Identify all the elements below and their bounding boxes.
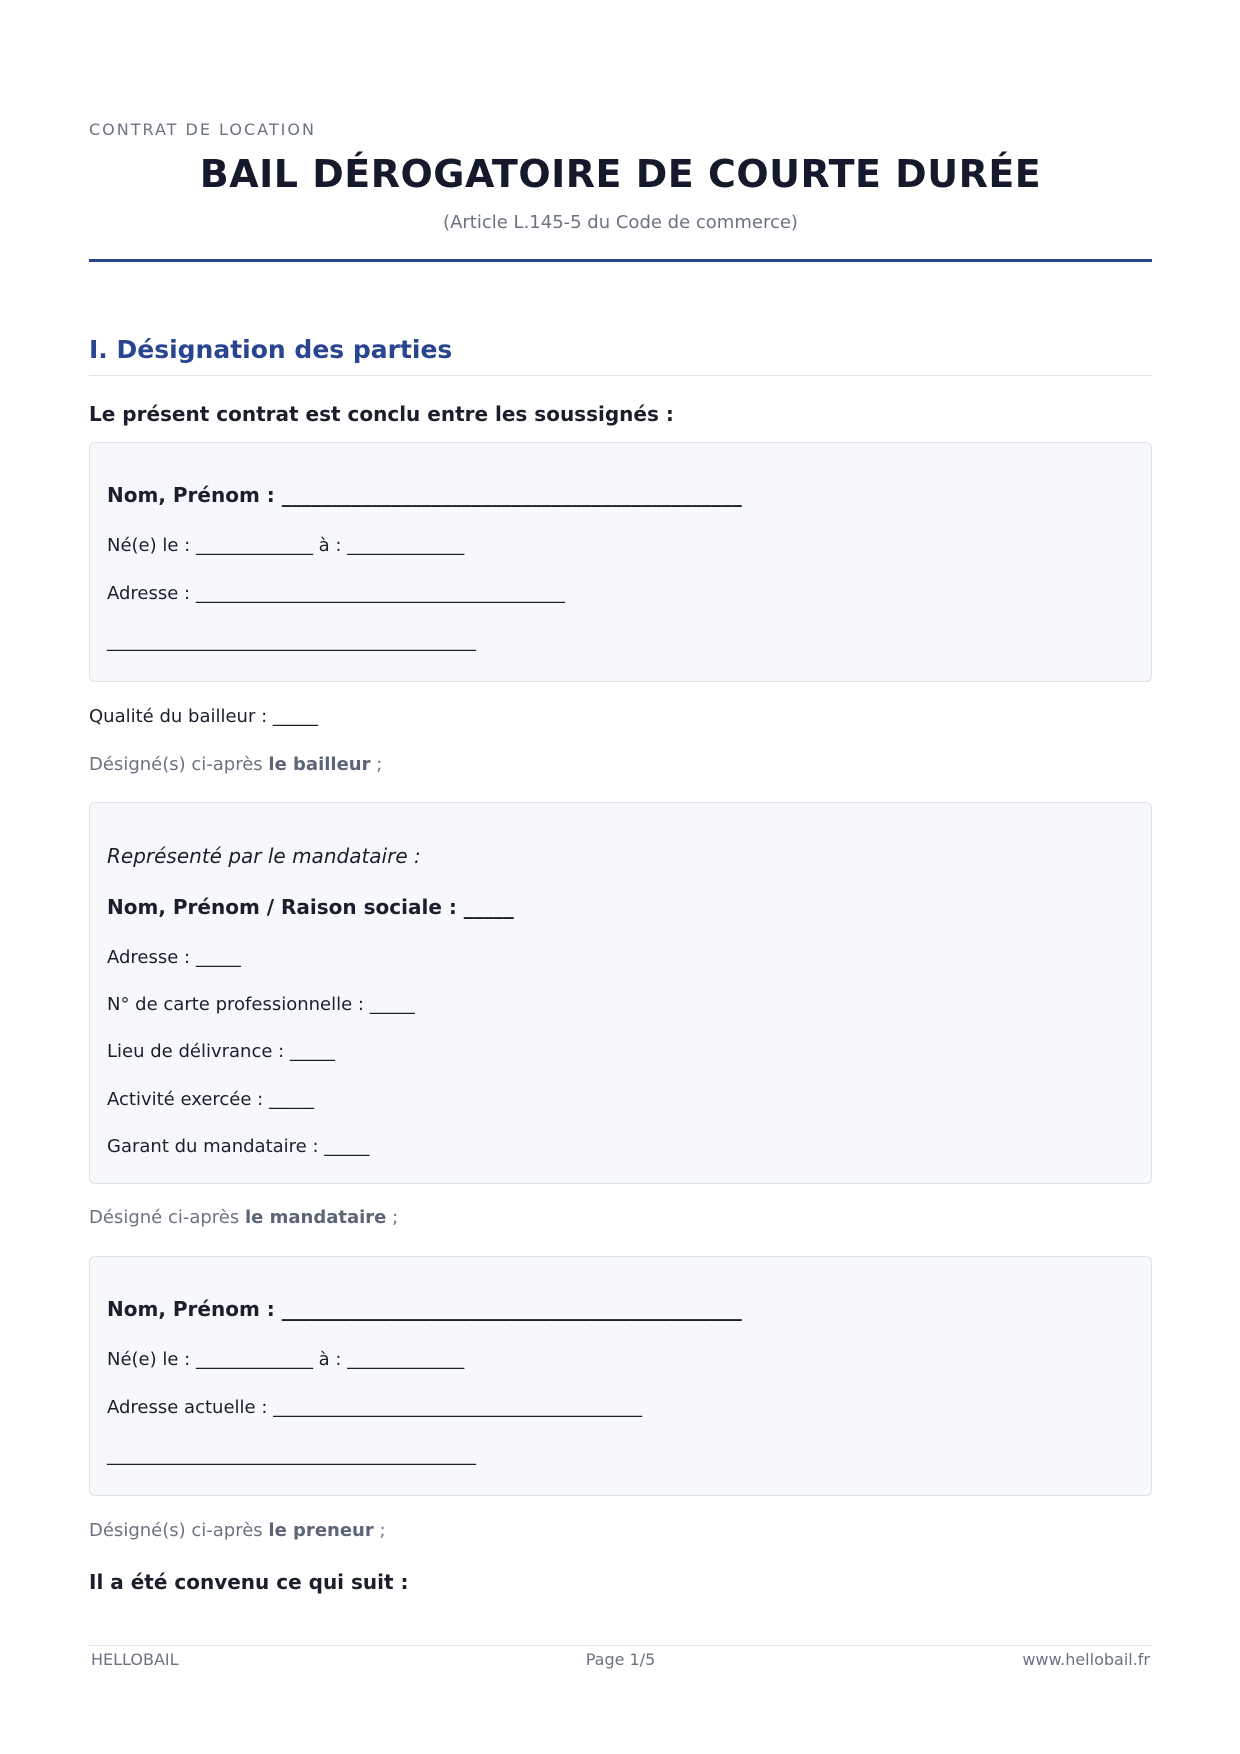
preneur-designation xyxy=(89,1520,386,1541)
mandataire-activity-field[interactable]: Activité exercée : _____ xyxy=(107,1089,314,1110)
designation-term: le bailleur xyxy=(268,754,371,775)
document-subtitle: (Article L.145-5 du Code de commerce) xyxy=(443,212,798,233)
preneur-address-line2-field[interactable]: _________________________________________ xyxy=(107,1445,476,1466)
section-heading-parties: I. Désignation des parties xyxy=(89,335,453,364)
preneur-birth-field[interactable]: Né(e) le : _____________ à : _____________ xyxy=(107,1349,465,1370)
document-page xyxy=(89,0,1152,1754)
mandataire-place-field[interactable]: Lieu de délivrance : _____ xyxy=(107,1041,335,1062)
mandataire-address-field[interactable]: Adresse : _____ xyxy=(107,947,241,968)
mandataire-designation xyxy=(89,1207,398,1228)
bailleur-address-line2-field[interactable]: _________________________________________ xyxy=(107,631,476,652)
designation-term: le mandataire xyxy=(244,1207,387,1228)
designation-suffix: ; xyxy=(392,1207,399,1228)
designation-prefix: Désigné ci-après xyxy=(89,1207,240,1228)
mandataire-name-field[interactable]: Nom, Prénom / Raison sociale : _____ xyxy=(107,895,514,919)
bailleur-birth-field[interactable]: Né(e) le : _____________ à : _____________ xyxy=(107,535,465,556)
bailleur-name-field[interactable]: Nom, Prénom : ______________________________________________ xyxy=(107,483,742,507)
document-title: BAIL DÉROGATOIRE DE COURTE DURÉE xyxy=(199,152,1042,196)
designation-prefix: Désigné(s) ci-après xyxy=(89,754,263,775)
designation-prefix: Désigné(s) ci-après xyxy=(89,1520,263,1541)
bailleur-designation xyxy=(89,754,382,775)
preneur-address-field[interactable]: Adresse actuelle : _________________________________________ xyxy=(107,1397,643,1418)
footer-website-link[interactable]: www.hellobail.fr xyxy=(1022,1650,1150,1669)
mandataire-card-field[interactable]: N° de carte professionnelle : _____ xyxy=(107,994,415,1015)
section-divider xyxy=(89,375,1152,376)
designation-suffix: ; xyxy=(379,1520,386,1541)
preneur-name-field[interactable]: Nom, Prénom : ______________________________________________ xyxy=(107,1297,742,1321)
designation-suffix: ; xyxy=(376,754,383,775)
bailleur-box xyxy=(89,442,1152,682)
bailleur-quality-field[interactable]: Qualité du bailleur : _____ xyxy=(89,706,318,727)
footer-brand: HELLOBAIL xyxy=(91,1650,179,1669)
footer-divider xyxy=(89,1645,1152,1646)
contract-intro: Le présent contrat est conclu entre les soussignés : xyxy=(89,402,674,426)
title-divider xyxy=(89,259,1152,262)
document-eyebrow: CONTRAT DE LOCATION xyxy=(89,120,316,139)
preneur-box xyxy=(89,1256,1152,1496)
closing-statement: Il a été convenu ce qui suit : xyxy=(89,1570,409,1594)
mandataire-guarantor-field[interactable]: Garant du mandataire : _____ xyxy=(107,1136,370,1157)
mandataire-intro: Représenté par le mandataire : xyxy=(107,844,421,868)
footer-page-number: Page 1/5 xyxy=(585,1650,656,1669)
bailleur-address-field[interactable]: Adresse : _________________________________________ xyxy=(107,583,565,604)
designation-term: le preneur xyxy=(268,1520,374,1541)
mandataire-box xyxy=(89,802,1152,1184)
